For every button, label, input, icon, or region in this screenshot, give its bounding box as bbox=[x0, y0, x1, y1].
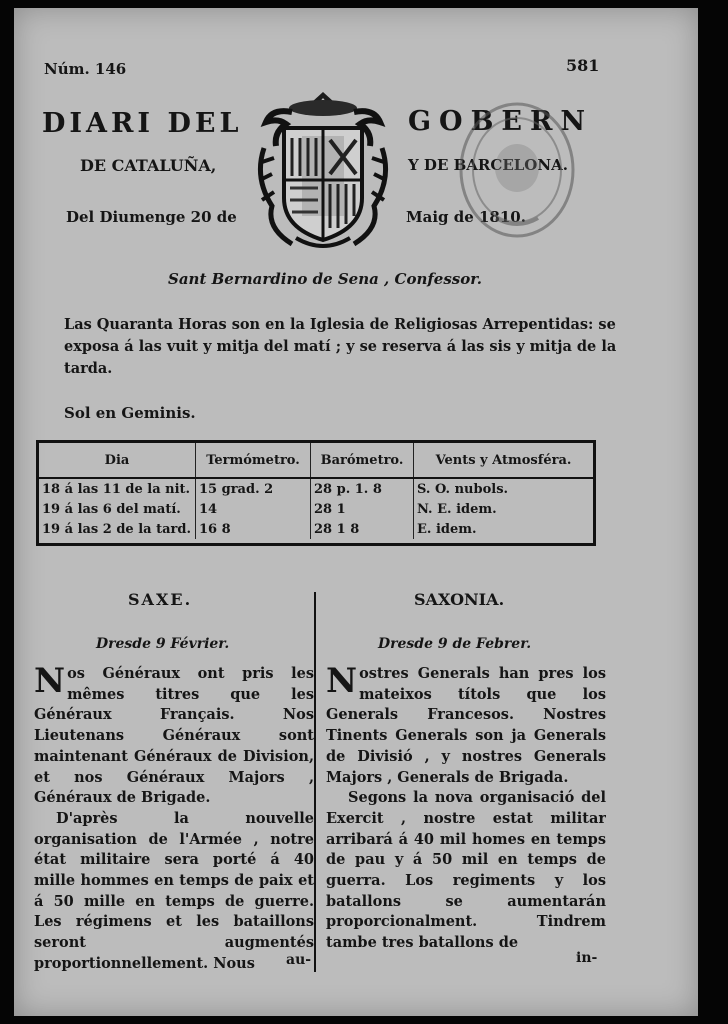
left-catchword: au- bbox=[286, 952, 312, 968]
cell-barometer: 28 1 bbox=[311, 499, 414, 519]
weather-table bbox=[36, 440, 596, 546]
cell-dia: 19 á las 6 del matí. bbox=[39, 499, 196, 519]
drop-cap: N bbox=[326, 664, 358, 701]
cell-dia: 18 á las 11 de la nit. bbox=[39, 478, 196, 499]
header-winds: Vents y Atmosféra. bbox=[414, 443, 594, 478]
table-row bbox=[39, 499, 593, 519]
cell-thermometer: 15 grad. 2 bbox=[196, 478, 311, 499]
left-column-dateline: Dresde 9 Février. bbox=[96, 636, 230, 652]
issue-date-left: Del Diumenge 20 de bbox=[66, 208, 237, 226]
right-column-dateline: Dresde 9 de Febrer. bbox=[378, 636, 532, 652]
right-column-heading: SAXONIA. bbox=[414, 590, 505, 609]
left-paragraph-2: D'après la nouvelle organisation de l'Armée , notre état militaire sera porté á 40 mille hommes en temps de paix et á 50 mille en temps de guerre. Les régimens et les bataillons seront augmentés proportionnellement. Nous bbox=[34, 809, 314, 972]
cell-thermometer: 16 8 bbox=[196, 519, 311, 539]
masthead-title-left: DIARI DEL bbox=[42, 108, 243, 139]
cell-winds: N. E. idem. bbox=[417, 501, 497, 517]
weather-table-header bbox=[39, 443, 593, 478]
library-stamp-icon bbox=[456, 100, 578, 240]
cell-barometer: 28 p. 1. 8 bbox=[311, 478, 414, 499]
cell-dia: 19 á las 2 de la tard. bbox=[39, 519, 196, 539]
coat-of-arms-icon bbox=[252, 88, 394, 254]
column-divider bbox=[314, 592, 316, 972]
header-barometer: Barómetro. bbox=[311, 443, 414, 478]
newspaper-page bbox=[14, 8, 698, 1016]
header-dia: Dia bbox=[39, 443, 196, 478]
saint-of-the-day: Sant Bernardino de Sena , Confessor. bbox=[168, 270, 482, 288]
left-paragraph-1: Nos Généraux ont pris les mêmes titres que les Généraux Français. Nos Lieutenans Généraux sont maintenant Généraux de Division, et nos Généraux Majors , Généraux de Brigade. bbox=[34, 664, 314, 807]
right-catchword: in- bbox=[576, 950, 598, 966]
forty-hours-announcement: Las Quaranta Horas son en la Iglesia de Religiosas Arrepentidas: se exposa á las vuit y mitja del matí ; y se reserva á las sis y mitja de la tarda. bbox=[64, 316, 617, 377]
right-column-text bbox=[326, 664, 606, 984]
right-paragraph-2: Segons la nova organisació del Exercit , nostre estat militar arribará á 40 mil homes en temps de pau y á 50 mil en temps de guerra. Los regiments y los batallons se aumentarán proporcionalment. Tindrem tambe tres batallons de bbox=[326, 789, 606, 952]
sun-sign: Sol en Geminis. bbox=[64, 404, 196, 422]
table-row bbox=[39, 478, 593, 499]
masthead-title-right: GOBERN bbox=[408, 106, 594, 137]
left-column-heading: SAXE. bbox=[128, 590, 193, 609]
cell-winds: S. O. nubols. bbox=[417, 481, 509, 497]
cell-barometer: 28 1 8 bbox=[311, 519, 414, 539]
masthead-subtitle-right: Y DE BARCELONA. bbox=[408, 156, 568, 174]
header-thermometer: Termómetro. bbox=[196, 443, 311, 478]
drop-cap: N bbox=[34, 664, 66, 701]
page-number: 581 bbox=[566, 56, 600, 75]
cell-thermometer: 14 bbox=[196, 499, 311, 519]
left-column-text bbox=[34, 664, 314, 984]
issue-date-right: Maig de 1810. bbox=[406, 208, 526, 226]
table-row bbox=[39, 519, 593, 539]
right-paragraph-1: Nostres Generals han pres los mateixos títols que los Generals Francesos. Nostres Tinents Generals son ja Generals de Divisió , y nostres Generals Majors , Generals de Brigada. bbox=[326, 664, 606, 786]
issue-number: Núm. 146 bbox=[44, 60, 127, 78]
cell-winds: E. idem. bbox=[417, 521, 477, 537]
masthead-subtitle-left: DE CATALUÑA, bbox=[80, 156, 217, 175]
